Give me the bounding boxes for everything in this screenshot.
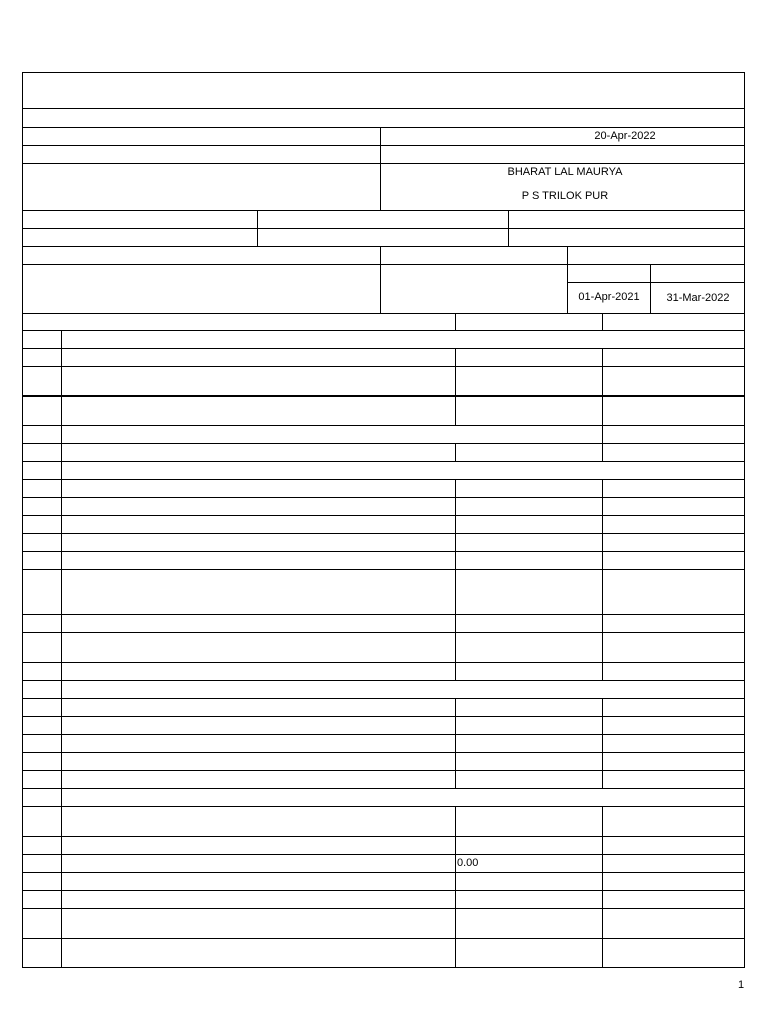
grid-line xyxy=(380,246,381,313)
grid-line xyxy=(22,614,745,615)
police-station: P S TRILOK PUR xyxy=(521,190,609,202)
grid-line xyxy=(22,770,745,771)
grid-line xyxy=(455,348,456,425)
report-date: 20-Apr-2022 xyxy=(594,130,656,142)
grid-line xyxy=(22,443,745,444)
grid-line xyxy=(22,836,745,837)
grid-line xyxy=(602,313,603,330)
grid-line xyxy=(22,163,745,164)
grid-line xyxy=(22,228,745,229)
grid-line xyxy=(22,872,745,873)
grid-line xyxy=(22,752,745,753)
grid-line xyxy=(22,734,745,735)
period-from: 01-Apr-2021 xyxy=(578,291,640,303)
grid-line xyxy=(508,210,509,246)
grid-line xyxy=(22,461,745,462)
grid-line xyxy=(22,632,745,633)
grid-line xyxy=(22,890,745,891)
officer-name: BHARAT LAL MAURYA xyxy=(507,166,623,178)
period-to: 31-Mar-2022 xyxy=(666,292,730,304)
grid-line xyxy=(22,330,745,331)
grid-line xyxy=(22,348,745,349)
grid-line xyxy=(22,569,745,570)
grid-line xyxy=(22,515,745,516)
grid-line xyxy=(380,127,381,210)
grid-line xyxy=(567,282,745,283)
grid-line xyxy=(22,533,745,534)
grid-line xyxy=(22,908,745,909)
form-sheet xyxy=(22,72,745,968)
grid-line xyxy=(602,348,603,443)
grid-line xyxy=(455,313,456,330)
grid-line xyxy=(22,479,745,480)
grid-line xyxy=(22,145,745,146)
grid-line xyxy=(22,313,745,314)
grid-line xyxy=(22,551,745,552)
grid-line xyxy=(455,479,456,680)
grid-line xyxy=(455,806,456,968)
grid-line xyxy=(22,938,745,939)
grid-line xyxy=(650,264,651,313)
grid-line xyxy=(22,264,745,265)
amount-value: 0.00 xyxy=(457,857,479,869)
grid-line xyxy=(22,497,745,498)
page-number: 1 xyxy=(738,979,745,991)
grid-line xyxy=(22,854,745,855)
grid-line xyxy=(22,108,745,109)
grid-line xyxy=(61,330,62,968)
grid-line xyxy=(22,788,745,789)
grid-line xyxy=(22,806,745,807)
grid-line xyxy=(602,443,603,461)
grid-line xyxy=(22,246,745,247)
grid-line xyxy=(22,716,745,717)
grid-line xyxy=(602,698,603,788)
grid-line xyxy=(22,698,745,699)
grid-line xyxy=(455,698,456,788)
grid-line xyxy=(22,425,745,426)
grid-line xyxy=(22,395,745,397)
grid-line xyxy=(602,479,603,680)
grid-line xyxy=(22,680,745,681)
grid-line xyxy=(22,127,745,128)
grid-line xyxy=(22,210,745,211)
grid-line xyxy=(602,806,603,968)
grid-line xyxy=(455,443,456,461)
grid-line xyxy=(22,366,745,367)
grid-line xyxy=(22,662,745,663)
grid-line xyxy=(257,210,258,246)
